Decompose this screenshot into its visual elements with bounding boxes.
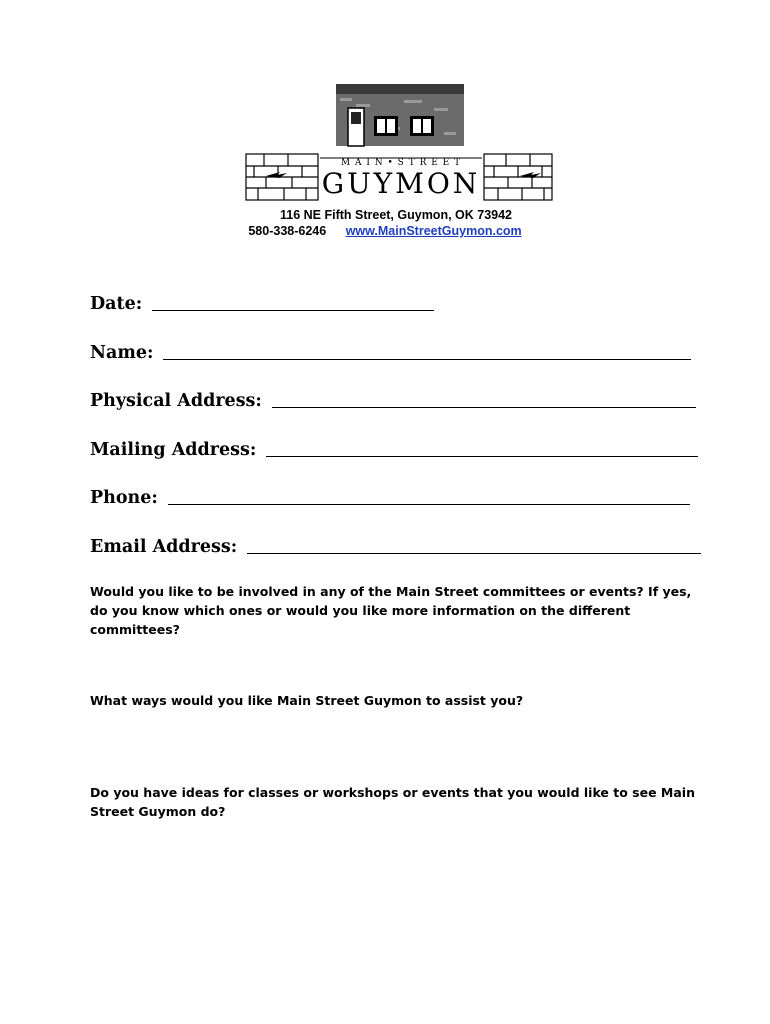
mailing-address-label: Mailing Address: — [90, 440, 257, 460]
letterhead-contact-line — [0, 223, 770, 239]
email-address-label: Email Address: — [90, 537, 238, 557]
mailing-address-blank-line[interactable] — [266, 456, 698, 457]
letterhead-phone: 580-338-6246 — [248, 224, 327, 238]
logo-top-text: M A I N • S T R E E T — [340, 158, 462, 168]
email-address-field — [90, 536, 701, 558]
mailing-address-field — [90, 439, 698, 461]
date-blank-line[interactable] — [152, 310, 434, 311]
logo-main-text: GUYMON — [321, 167, 481, 200]
physical-address-label: Physical Address: — [90, 391, 262, 411]
question-assist: What ways would you like Main Street Guymon to assist you? — [90, 693, 524, 708]
email-address-blank-line[interactable] — [247, 553, 701, 554]
brick-wall-right — [484, 154, 552, 200]
phone-label: Phone: — [90, 488, 158, 508]
main-street-guymon-logo — [244, 82, 554, 202]
phone-field — [90, 487, 690, 509]
physical-address-blank-line[interactable] — [272, 407, 696, 408]
letterhead-address: 116 NE Fifth Street, Guymon, OK 73942 — [279, 208, 513, 222]
question-ideas: Do you have ideas for classes or workshops or events that you would like to see Main Street Guymon do? — [90, 785, 695, 819]
date-field — [90, 293, 434, 315]
phone-blank-line[interactable] — [168, 504, 690, 505]
question-committees: Would you like to be involved in any of the Main Street committees or events? If yes, do you know which ones or would you like more information on the different committees? — [90, 584, 692, 637]
name-field — [90, 342, 691, 364]
name-label: Name: — [90, 343, 154, 363]
date-label: Date: — [90, 294, 143, 314]
website-link[interactable]: www.MainStreetGuymon.com — [345, 224, 522, 238]
brick-wall-left — [246, 154, 318, 200]
name-blank-line[interactable] — [163, 359, 691, 360]
physical-address-field — [90, 390, 696, 412]
building-icon — [336, 84, 464, 146]
